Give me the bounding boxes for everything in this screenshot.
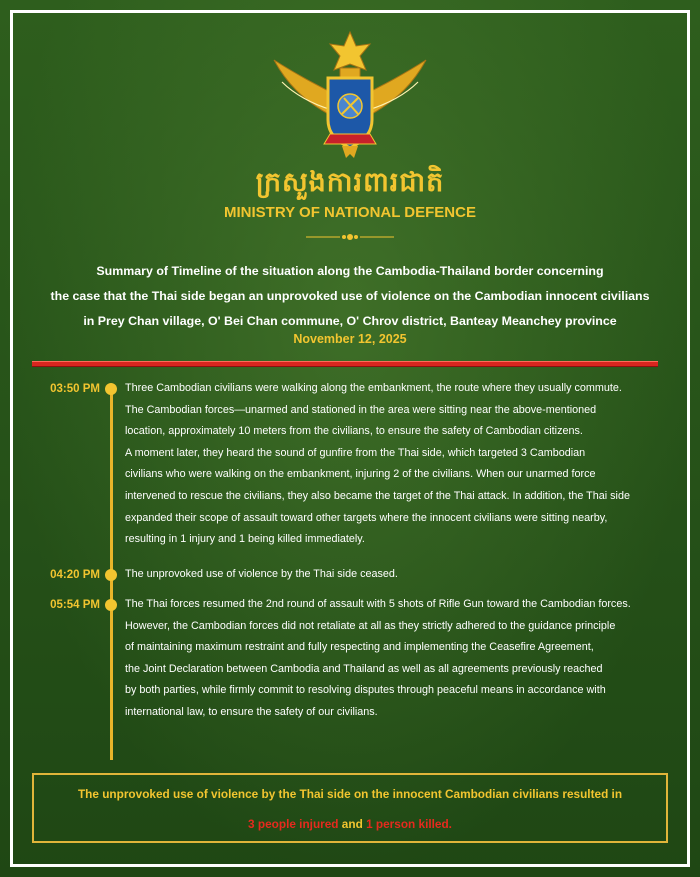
timeline-text: civilians who were walking on the embankment, injuring 2 of the civilians. When our unarmed force <box>125 468 596 481</box>
timeline-text: of maintaining maximum restraint and fully respecting and implementing the Ceasefire Agreement, <box>125 641 594 654</box>
timeline-text: Three Cambodian civilians were walking along the embankment, the route where they usually commute. <box>125 382 622 394</box>
timeline-text: resulting in 1 injury and 1 being killed immediately. <box>125 533 365 546</box>
khmer-ministry-title: ក្រសួងការពារជាតិ <box>255 167 445 198</box>
summary-line: Summary of Timeline of the situation along the Cambodia-Thailand border concerning <box>96 264 604 278</box>
killed-count: 1 person killed. <box>366 817 452 831</box>
timeline-text: the Joint Declaration between Cambodia and Thailand as well as all agreements previously reached <box>125 662 603 675</box>
result-casualties <box>34 817 666 831</box>
timeline-entry <box>125 564 665 586</box>
summary-line: the case that the Thai side began an unprovoked use of violence on the Cambodian innocent civilians <box>50 289 650 303</box>
timeline-entry <box>125 378 665 551</box>
timeline-entry <box>125 594 665 724</box>
ministry-title: MINISTRY OF NATIONAL DEFENCE <box>224 204 476 221</box>
red-divider <box>32 361 658 367</box>
timeline-text: intervened to rescue the civilians, they also became the target of the Thai attack. In addition, the Thai side <box>125 489 630 502</box>
summary-line: in Prey Chan village, O' Bei Chan commune, O' Chrov district, Banteay Meanchey province <box>83 314 617 328</box>
injured-count: 3 people injured <box>248 817 339 831</box>
timeline-time: 03:50 PM <box>50 383 100 395</box>
timeline-text: The unprovoked use of violence by the Thai side ceased. <box>125 568 398 580</box>
summary-heading <box>40 259 660 334</box>
timeline-dot <box>105 599 117 611</box>
timeline-text: The Thai forces resumed the 2nd round of assault with 5 shots of Rifle Gun toward the Cambodian forces. <box>125 598 631 610</box>
timeline-text: expanded their scope of assault toward other targets where the innocent civilians were sitting nearby, <box>125 511 608 524</box>
timeline-text: A moment later, they heard the sound of gunfire from the Thai side, which targeted 3 Cambodian <box>125 446 586 459</box>
timeline-text: by both parties, while firmly commit to resolving disputes through peaceful means in accordance with <box>125 684 606 697</box>
statement-date: November 12, 2025 <box>293 332 407 346</box>
timeline-time: 04:20 PM <box>50 569 100 581</box>
ministry-emblem-icon <box>272 30 428 160</box>
timeline-text: The Cambodian forces—unarmed and stationed in the area were sitting near the above-mentioned <box>125 403 597 416</box>
timeline-text: international law, to ensure the safety of our civilians. <box>125 705 378 718</box>
timeline-text: However, the Cambodian forces did not retaliate at all as they strictly adhered to the guidance principle <box>125 619 616 632</box>
result-connector: and <box>341 817 363 831</box>
result-text: The unprovoked use of violence by the Thai side on the innocent Cambodian civilians resulted in <box>77 787 623 801</box>
timeline-time: 05:54 PM <box>50 599 100 611</box>
result-box <box>32 773 668 843</box>
timeline-dot <box>105 569 117 581</box>
timeline-text: location, approximately 10 meters from the civilians, to ensure the safety of Cambodian citizens. <box>125 425 583 438</box>
divider-ornament-icon <box>306 232 394 242</box>
timeline-dot <box>105 383 117 395</box>
